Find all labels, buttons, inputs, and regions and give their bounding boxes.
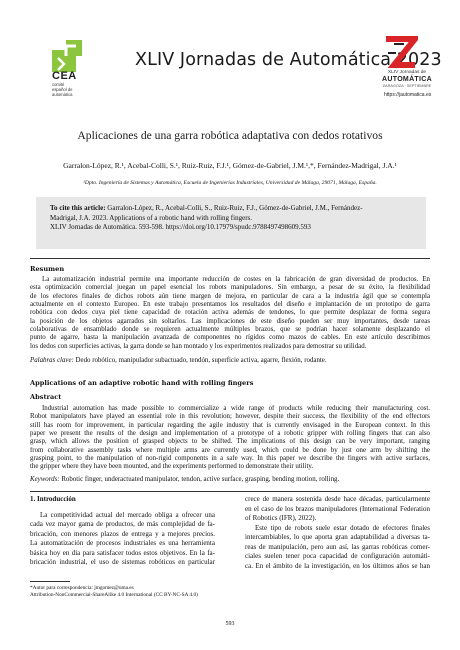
- affiliation: ¹Dpto. Ingeniería de Sistemas y Automática, Escuela de Ingenierías Industriales, Universidad de Málaga, 29071, Málaga, España.: [83, 180, 377, 186]
- cea-acronym: CEA: [52, 70, 77, 82]
- text-line: los dedos con superficies activas, la garra donde se han montado y los experimentos realizados para demostrar su utilidad.: [30, 342, 367, 350]
- resumen-heading: Resumen: [30, 265, 65, 273]
- zaragoza-z-logo-icon: [382, 36, 418, 70]
- citation-line-2: Madrigal, J.A. 2023. Applications of a robotic hand with rolling fingers.: [50, 213, 252, 222]
- palabras-clave-values: Dedo robótico, manipulador subactuado, tendón, superficie activa, agarre, flexión, rodante.: [73, 357, 327, 364]
- resumen-paragraph: [30, 276, 430, 351]
- author-list: Garralon-López, R.¹, Acebal-Colli, S.¹, Ruiz-Ruiz, F.J.¹, Gómez-de-Gabriel, J.M.¹,*, Fernández-Madrigal, J.A.¹: [63, 161, 397, 170]
- section-divider: [30, 491, 430, 492]
- keywords: [30, 476, 430, 484]
- text-line: cada vez mayor gama de productos, de más complejidad de fa-: [30, 520, 215, 528]
- citation-box: [36, 197, 426, 249]
- text-line: básica hoy en día para satisfacer todos estos objetivos. En la fa-: [30, 548, 215, 557]
- page-number: 593: [225, 621, 235, 627]
- citation-text-1: Garralon-López, R., Acebal-Colli, S., Ruiz-Ruiz, F.J., Gómez-de-Gabriel, J.M., Fernández-: [105, 204, 363, 212]
- citation-label: To cite this article:: [50, 204, 106, 212]
- citation-line-1: [50, 204, 412, 214]
- text-line: the gripper where they have been mounted, and the experiments performed to demonstrate their utility.: [30, 463, 314, 471]
- text-line: de los efectores finales de dichos robots aún tiene margen de mejora, en particular de cara a la industria ágil que se contempla: [30, 292, 430, 300]
- intro-left-column: [30, 495, 215, 568]
- text-line: la posición de los objetos agarrados sin soltarlos. Las implicaciones de este diseño pueden ser muy importantes, desde tareas: [30, 317, 430, 325]
- cea-subtitle-3: automática: [52, 92, 73, 97]
- text-line: grasp, which allows the position of grasped objects to be shifted. The implications of this design can be very important, ranging: [30, 438, 430, 446]
- cea-subtitle-1: comité: [52, 82, 65, 87]
- palabras-clave: [30, 357, 430, 365]
- introduction-heading: 1. Introducción: [30, 495, 76, 503]
- footnote-license: Attribution-NonCommercial-ShareAlike 4.0 International (CC BY-NC-SA 4.0): [30, 592, 198, 598]
- footnote-divider: [30, 581, 70, 582]
- cea-subtitle-2: español de: [52, 87, 73, 92]
- text-line: of Robotics (IFR), 2022).: [245, 514, 317, 522]
- english-title: Applications of an adaptive robotic hand with rolling fingers: [30, 379, 254, 387]
- text-line: robótica con dedos cuya piel tiene capacidad de rotación activa además de tendones, lo que permite desplazar de forma segura: [30, 309, 430, 317]
- page-header: [0, 0, 460, 100]
- citation-doi-link[interactable]: XLIV Jornadas de Automática. 593-598. https://doi.org/10.17979/spudc.9788497498609.593: [50, 223, 311, 232]
- text-line: bricación industrial, el uso de sistemas robóticos en particular: [30, 558, 215, 566]
- text-line: actualmente en el contexto Europeo. En este trabajo presentamos los resultados del diseño e implantación de un prototipo de garra: [30, 301, 430, 309]
- text-line: colaborativas de ensamblado donde se requieren actualmente múltiples brazos, que se podrían hacer solamente desplazando el: [30, 326, 430, 334]
- text-line: intercambiables, lo que aporta gran adaptabilidad a diversas ta-: [245, 533, 430, 541]
- text-line: grasping point, to the manipulation of non-rigid components in a safe way. In this paper we describe the fingers with active surfaces,: [30, 455, 430, 463]
- text-line: crece de manera sostenida desde hace décadas, particularmente: [245, 495, 430, 503]
- text-line: bricación, con menores plazos de entrega y a mejores precios.: [30, 529, 215, 538]
- cea-wordmark: [52, 70, 92, 97]
- keywords-label: Keywords:: [30, 476, 60, 483]
- abstract-paragraph: [30, 405, 430, 472]
- text-line: en el caso de los brazos manipuladores (International Federation: [245, 504, 430, 513]
- text-line: reas de manipulación, pero aun así, las garras robóticas comer-: [245, 542, 430, 551]
- abstract-heading: Abstract: [30, 393, 62, 401]
- z-line-2: AUTOMÁTICA: [382, 75, 432, 83]
- section-divider: [30, 258, 430, 259]
- text-line: ca. En el ámbito de la investigación, en los últimos años se han: [245, 561, 430, 570]
- paper-title: Aplicaciones de una garra robótica adaptativa con dedos rotativos: [77, 129, 383, 142]
- text-line: Robot manipulators have played an essential role in this revolution; however, despite their success, the flexibility of the end effectors: [30, 413, 430, 421]
- text-line: Industrial automation has made possible to commercialize a wide range of products while reducing their manufacturing cost.: [42, 405, 430, 412]
- text-line: still has room for improvement, in particular regarding the agile industry that is currently envisaged in the European context. In this: [30, 421, 430, 429]
- z-line-1: XLIV Jornadas de: [387, 70, 427, 75]
- intro-right-column: [245, 495, 430, 571]
- text-line: ciales suelen tener poca capacidad de configuración automáti-: [245, 552, 430, 560]
- footnote-correspondence: *Autor para correspondencia: jmgomez@uma.es: [30, 585, 134, 591]
- text-line: La automatización industrial permite una importante reducción de costes en la fabricación de gran diversidad de productos. En: [42, 276, 430, 283]
- text-line: esta optimización comercial juegan un papel esencial los robots manipuladores. Sin embargo, a pesar de su éxito, la flexibilidad: [30, 284, 430, 292]
- zaragoza-wordmark: [372, 70, 442, 88]
- conference-title: XLIV Jornadas de Automática 2023: [135, 50, 442, 70]
- text-line: punto de agarre, hasta la manipulación avanzada de componentes no rígidos como mazos de cables. En este artículo describimos: [30, 334, 430, 342]
- cea-logo-icon: [50, 40, 84, 72]
- text-line: La automatización de procesos industriales es una herramienta: [30, 539, 215, 547]
- conference-url-link[interactable]: https://jautomatica.es: [384, 92, 432, 98]
- keywords-values: Robotic finger, underactuated manipulator, tendon, active surface, grasping, bending motion, rolling.: [59, 476, 340, 483]
- text-line: La competitividad actual del mercado obliga a ofrecer una: [40, 510, 215, 519]
- palabras-clave-label: Palabras clave:: [30, 357, 74, 364]
- text-line: Este tipo de robots suele estar dotado de efectores finales: [255, 523, 430, 532]
- z-line-3: ZARAGOZA · SEPTIEMBRE: [382, 83, 432, 88]
- text-line: from collaborative assembly tasks where multiple arms are currently used, which could be done by just one arm by shifting the: [30, 446, 430, 454]
- text-line: paper we present the results of the design and implementation of a prototype of a robotic gripper with rolling fingers that can also: [30, 430, 430, 438]
